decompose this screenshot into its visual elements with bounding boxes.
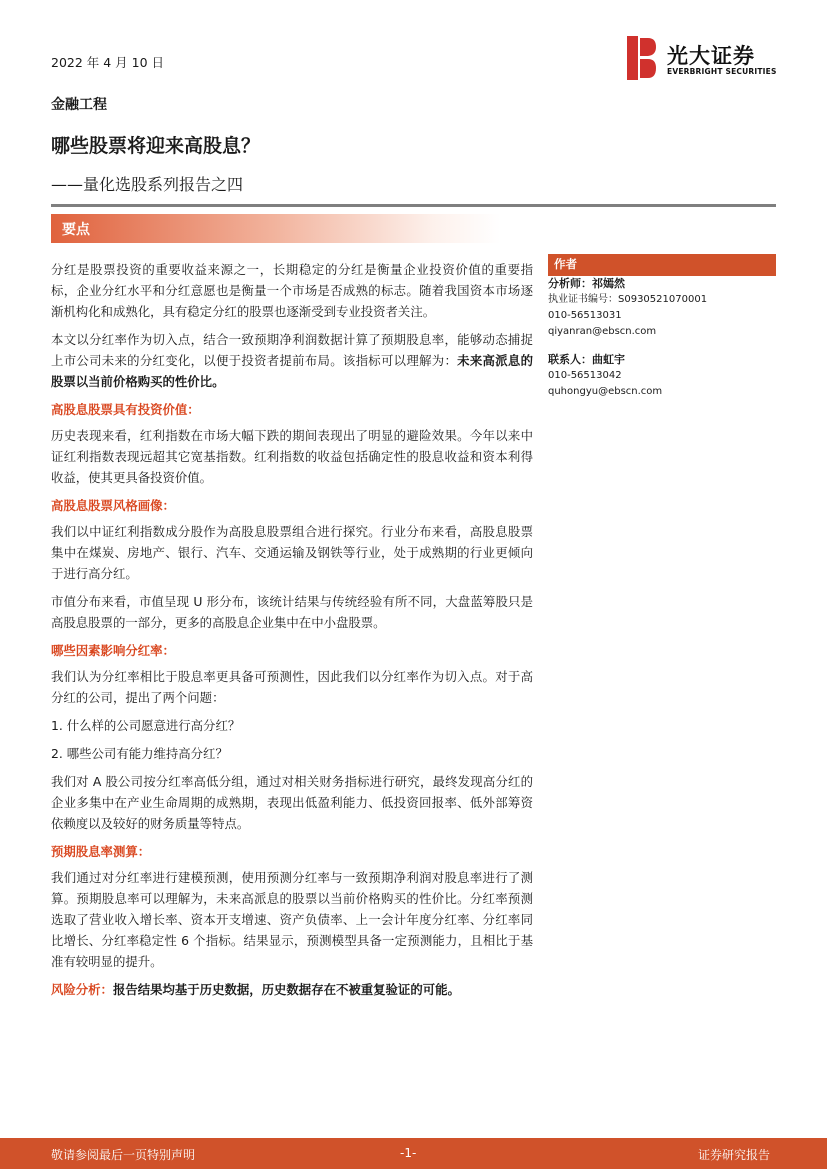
method-highlight: 未来高派息的股票以当前价格购买的性价比。 — [51, 353, 534, 389]
paragraph-method — [51, 329, 533, 392]
heading-factors: 哪些因素影响分红率： — [51, 643, 175, 658]
heading-investment-value: 高股息股票具有投资价值： — [51, 402, 200, 417]
report-subtitle: ——量化选股系列报告之四 — [51, 175, 244, 194]
brand-name-cn: 光大证券 — [667, 44, 755, 68]
paragraph-industry: 我们以中证红利指数成分股作为高股息股票组合进行探究。行业分布来看，高股息股票集中在煤炭、房地产、银行、汽车、交通运输及钢铁等行业，处于成熟期的行业更倾向于进行高分红。 — [51, 524, 533, 581]
footer-disclaimer: 敬请参阅最后一页特别声明 — [51, 1148, 196, 1162]
method-text: 本文以分红率作为切入点，结合一致预期净利润数据计算了预期股息率，能够动态捕捉上市公司未来的分红变化，以便于投资者提前布局。该指标可以理解为： — [51, 332, 533, 368]
paragraph-forecast: 我们通过对分红率进行建模预测，使用预测分红率与一致预期净利润对股息率进行了测算。预期股息率可以理解为，未来高派息的股票以当前价格购买的性价比。分红率预测选取了营业收入增长率、资本开支增速、资产负债率、上一会计年度分红率、分红率同比增长、分红率稳定性 6 个指标。结果显示，预测模型具备一定预测能力，且相比于基准有较明显的提升。 — [51, 870, 533, 969]
risk-text: 报告结果均基于历史数据，历史数据存在不被重复验证的可能。 — [112, 982, 460, 997]
paragraph-factors: 我们认为分红率相比于股息率更具备可预测性，因此我们以分红率作为切入点。对于高分红的公司，提出了两个问题： — [51, 669, 533, 705]
footer-report-type: 证券研究报告 — [697, 1148, 770, 1162]
heading-forecast: 预期股息率测算： — [51, 844, 151, 859]
analyst-phone: 010-56513031 — [548, 310, 622, 321]
analyst-email[interactable]: qiyanran@ebscn.com — [548, 326, 657, 337]
risk-label: 风险分析： — [51, 982, 113, 997]
paragraph-grouping: 我们对 A 股公司按分红率高低分组，通过对相关财务指标进行研究，最终发现高分红的企业多集中在产业生命周期的成熟期，表现出低盈利能力、低投资回报率、低外部筹资依赖度以及较好的财务质量等特点。 — [51, 774, 533, 831]
brand-name-en: EVERBRIGHT SECURITIES — [667, 67, 777, 76]
author-sidebar — [548, 254, 776, 400]
analyst-name: 分析师：祁嫣然 — [548, 277, 625, 290]
contact-phone: 010-56513042 — [548, 370, 622, 381]
question-1: 1. 什么样的公司愿意进行高分红？ — [51, 718, 241, 733]
heading-style-profile: 高股息股票风格画像： — [51, 498, 175, 513]
main-content — [51, 259, 533, 1007]
everbright-logo-icon — [627, 36, 657, 80]
brand-logo — [627, 36, 777, 82]
risk-analysis — [51, 979, 533, 1000]
paragraph-marketcap: 市值分布来看，市值呈现 U 形分布，该统计结果与传统经验有所不同，大盘蓝筹股只是高股息股票的一部分，更多的高股息企业集中在中小盘股票。 — [51, 594, 533, 630]
contact-email[interactable]: quhongyu@ebscn.com — [548, 386, 663, 397]
keypoints-label: 要点 — [62, 222, 90, 238]
section-label: 金融工程 — [51, 97, 107, 113]
title-divider — [51, 204, 776, 207]
paragraph-intro: 分红是股票投资的重要收益来源之一，长期稳定的分红是衡量企业投资价值的重要指标，企业分红水平和分红意愿也是衡量一个市场是否成熟的标志。随着我国资本市场逐渐机构化和成熟化，具有稳定分红的股票也逐渐受到专业投资者关注。 — [51, 262, 533, 319]
page-number: -1- — [400, 1146, 417, 1160]
page-footer — [0, 1138, 827, 1169]
contact-name: 联系人：曲虹宇 — [548, 353, 625, 366]
paragraph-history: 历史表现来看，红利指数在市场大幅下跌的期间表现出了明显的避险效果。今年以来中证红利指数表现远超其它宽基指数。红利指数的收益包括确定性的股息收益和资本利得收益，使其更具备投资价值。 — [51, 428, 533, 485]
keypoints-banner — [51, 214, 501, 243]
license-number: 执业证书编号：S0930521070001 — [548, 294, 708, 305]
report-date: 2022 年 4 月 10 日 — [51, 55, 165, 70]
report-title: 哪些股票将迎来高股息？ — [51, 135, 261, 157]
author-header: 作者 — [548, 254, 776, 276]
question-2: 2. 哪些公司有能力维持高分红？ — [51, 746, 228, 761]
